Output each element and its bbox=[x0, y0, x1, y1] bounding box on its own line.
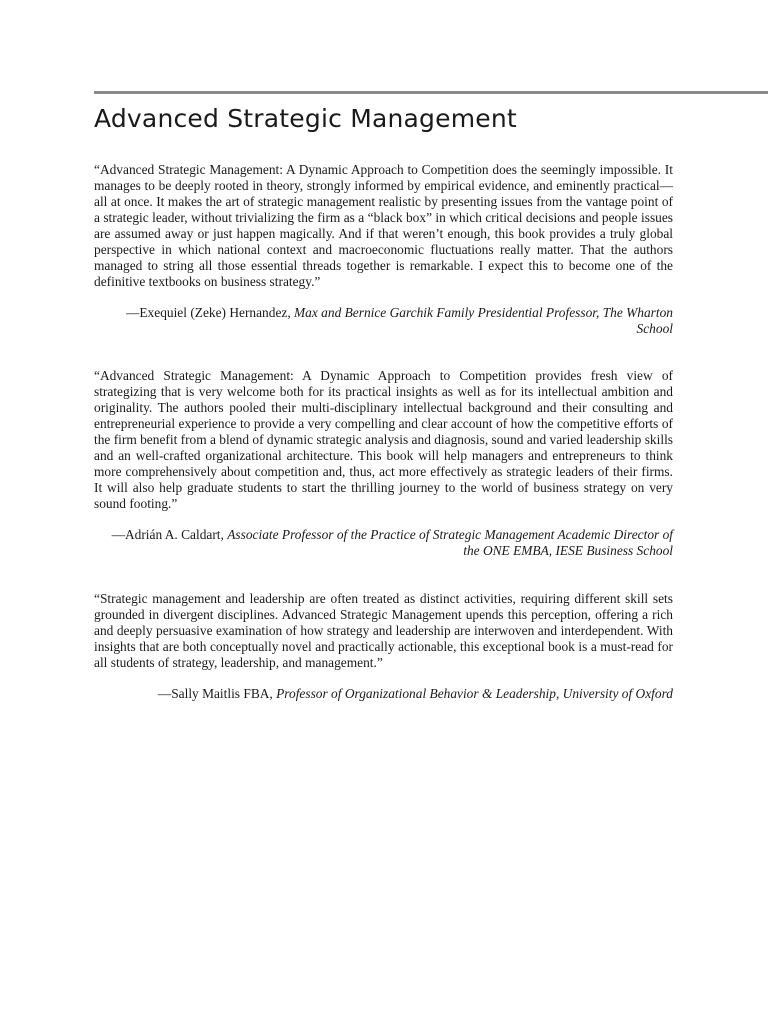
header-rule bbox=[94, 91, 768, 94]
endorsement-attribution bbox=[94, 527, 673, 559]
endorsement-2 bbox=[94, 368, 673, 559]
endorsement-quote: “Strategic management and leadership are often treated as distinct activities, requiring different skill sets grounded in divergent disciplines. Advanced Strategic Management upends this perception, offering a rich and deeply persuasive examination of how strategy and leadership are interwoven and interdependent. With insights that are both conceptually novel and practically actionable, this exceptional book is a must-read for all students of strategy, leadership, and management.” bbox=[94, 591, 673, 670]
endorsement-author: —Sally Maitlis FBA, bbox=[157, 686, 277, 701]
endorsement-quote: “Advanced Strategic Management: A Dynamic Approach to Competition provides fresh view of strategizing that is very welcome both for its practical insights as well as for its intellectual ambition and originality. The authors pooled their multi-disciplinary intellectual background and their consulting and entrepreneurial experience to provide a very compelling and clear account of how the competitive efforts of the firm benefit from a blend of dynamic strategic analysis and diagnosis, sound and varied leadership skills and an well-crafted organizational architecture. This book will help managers and entrepreneurs to think more comprehensively about competition and, thus, act more effectively as strategic leaders of their firms. It will also help graduate students to start the thrilling journey to the world of business strategy on very sound footing.” bbox=[94, 368, 673, 511]
endorsement-quote: “Advanced Strategic Management: A Dynamic Approach to Competition does the seemingly impossible. It manages to be deeply rooted in theory, strongly informed by empirical evidence, and eminently practical—all at once. It makes the art of strategic management realistic by presenting issues from the vantage point of a strategic leader, without trivializing the firm as a “black box” in which critical decisions and people issues are assumed away or just happen magically. And if that weren’t enough, this book provides a truly global perspective in which national context and macroeconomic fluctuations really matter. That the authors managed to string all those essential threads together is remarkable. I expect this to become one of the definitive textbooks on business strategy.” bbox=[94, 162, 673, 289]
endorsement-1 bbox=[94, 162, 673, 337]
endorsement-affiliation: Max and Bernice Garchik Family Presidential Professor, The Wharton School bbox=[294, 305, 673, 336]
endorsement-attribution bbox=[94, 686, 673, 702]
page-title: Advanced Strategic Management bbox=[94, 104, 517, 133]
endorsement-affiliation: Professor of Organizational Behavior & Leadership, University of Oxford bbox=[276, 686, 673, 701]
endorsement-attribution bbox=[94, 305, 673, 337]
endorsement-3 bbox=[94, 591, 673, 702]
endorsements-section bbox=[94, 162, 673, 702]
endorsement-author: —Exequiel (Zeke) Hernandez, bbox=[125, 305, 295, 320]
endorsement-author: —Adrián A. Caldart, bbox=[111, 527, 228, 542]
endorsement-affiliation: Associate Professor of the Practice of Strategic Management Academic Director of the ONE EMBA, IESE Business School bbox=[227, 527, 673, 558]
